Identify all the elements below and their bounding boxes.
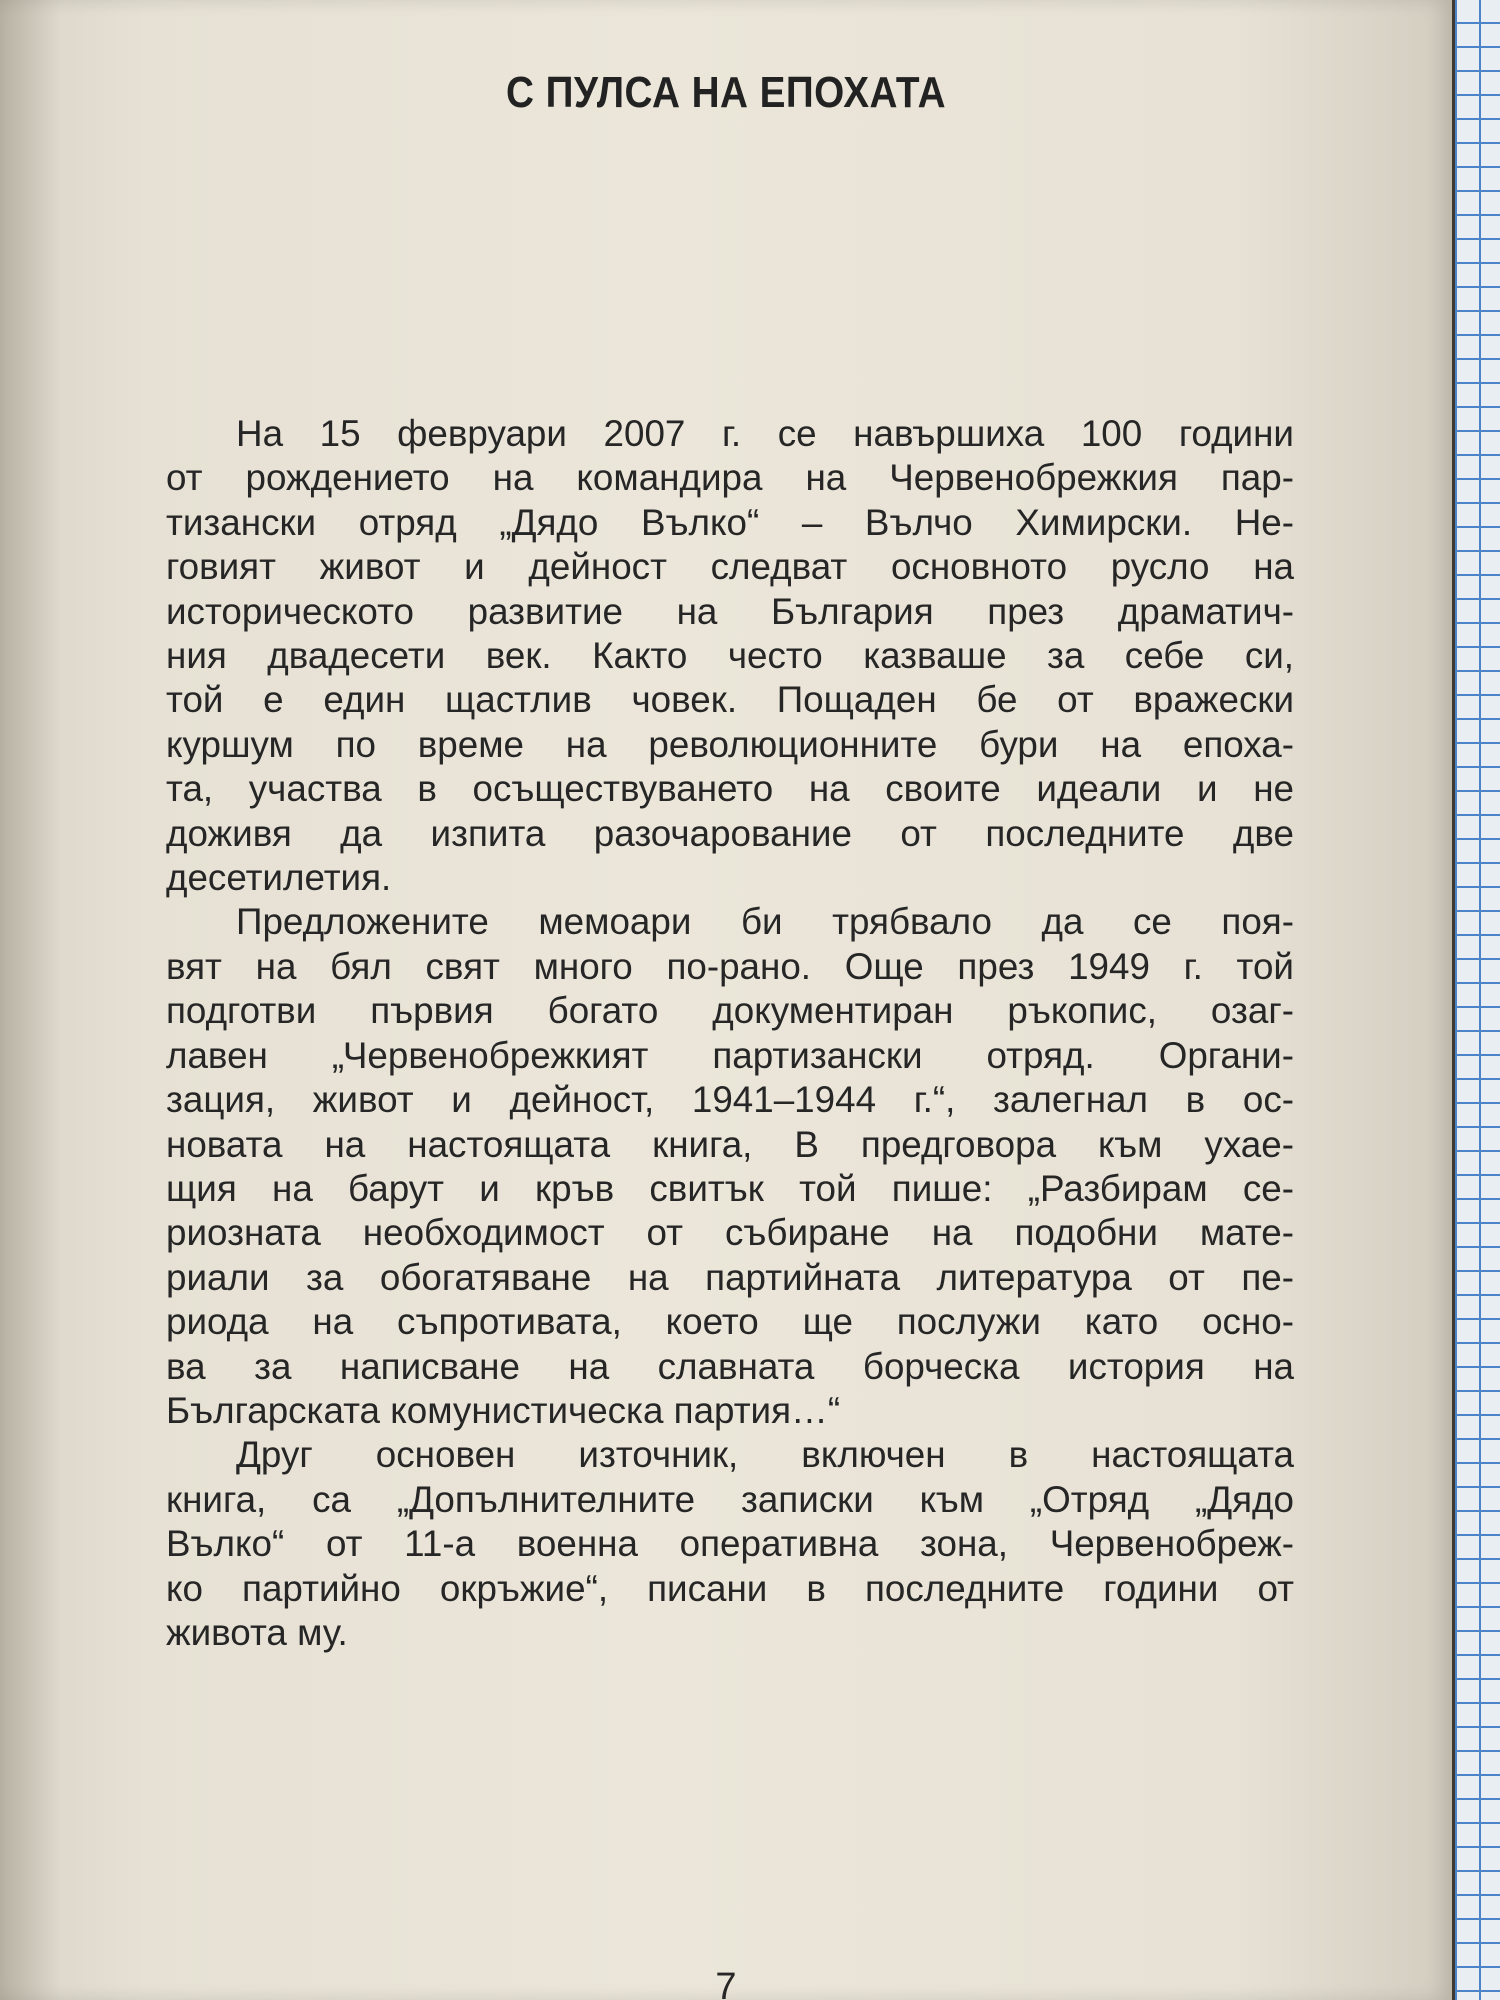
text-line: Българската комунистическа партия…“ (166, 1389, 841, 1431)
text-line: щия на барут и кръв свитък той пише: „Разбирам се- (166, 1167, 1294, 1209)
spine-shadow (0, 0, 60, 2000)
graph-paper-edge (1452, 0, 1500, 2000)
text-line: той е един щастлив човек. Пощаден бе от вражески (166, 679, 1294, 721)
text-line: зация, живот и дейност, 1941–1944 г.“, залегнал в ос- (166, 1079, 1294, 1121)
page-number: 7 (715, 1966, 737, 2000)
text-line: доживя да изпита разочарование от последните две (166, 812, 1294, 854)
text-line: риода на съпротивата, което ще послужи като осно- (166, 1301, 1294, 1343)
text-line: вят на бял свят много по-рано. Още през 1949 г. той (166, 945, 1294, 987)
text-line: тизански отряд „Дядо Вълко“ – Вълчо Химирски. Не- (166, 501, 1294, 543)
text-line: Вълко“ от 11-а военна оперативна зона, Червенобреж- (166, 1523, 1294, 1565)
text-line: лавен „Червенобрежкият партизански отряд. Органи- (166, 1034, 1294, 1076)
text-line: На 15 февруари 2007 г. се навършиха 100 години (236, 413, 1294, 454)
text-line: книга, са „Допълнителните записки към „Отряд „Дядо (166, 1478, 1294, 1520)
text-line: ко партийно окръжие“, писани в последните години от (166, 1567, 1294, 1609)
text-line: та, участва в осъществуването на своите идеали и не (166, 768, 1294, 810)
text-line: десетилетия. (166, 857, 392, 899)
text-line: говият живот и дейност следват основното русло на (166, 546, 1294, 588)
text-line: риали за обогатяване на партийната литература от пе- (166, 1256, 1294, 1298)
text-line: ния двадесети век. Както често казваше за себе си, (166, 635, 1294, 677)
chapter-title: С ПУЛСА НА ЕПОХАТА (506, 68, 946, 117)
text-line: Друг основен източник, включен в настоящата (236, 1434, 1294, 1476)
text-line: Предложените мемоари би трябвало да се поя- (236, 901, 1294, 943)
text-line: куршум по време на революционните бури на епоха- (166, 723, 1294, 765)
text-line: живота му. (166, 1611, 348, 1653)
text-line: риозната необходимост от събиране на подобни мате- (166, 1212, 1294, 1254)
text-line: новата на настоящата книга, В предговора към ухае- (166, 1123, 1294, 1165)
text-line: от рождението на командира на Червенобрежкия пар- (166, 457, 1294, 499)
text-line: ва за написване на славната борческа история на (166, 1345, 1294, 1387)
body-text (166, 412, 1294, 1655)
text-line: историческото развитие на България през драматич- (166, 590, 1294, 632)
text-line: подготви първия богато документиран ръкопис, озаг- (166, 990, 1294, 1032)
